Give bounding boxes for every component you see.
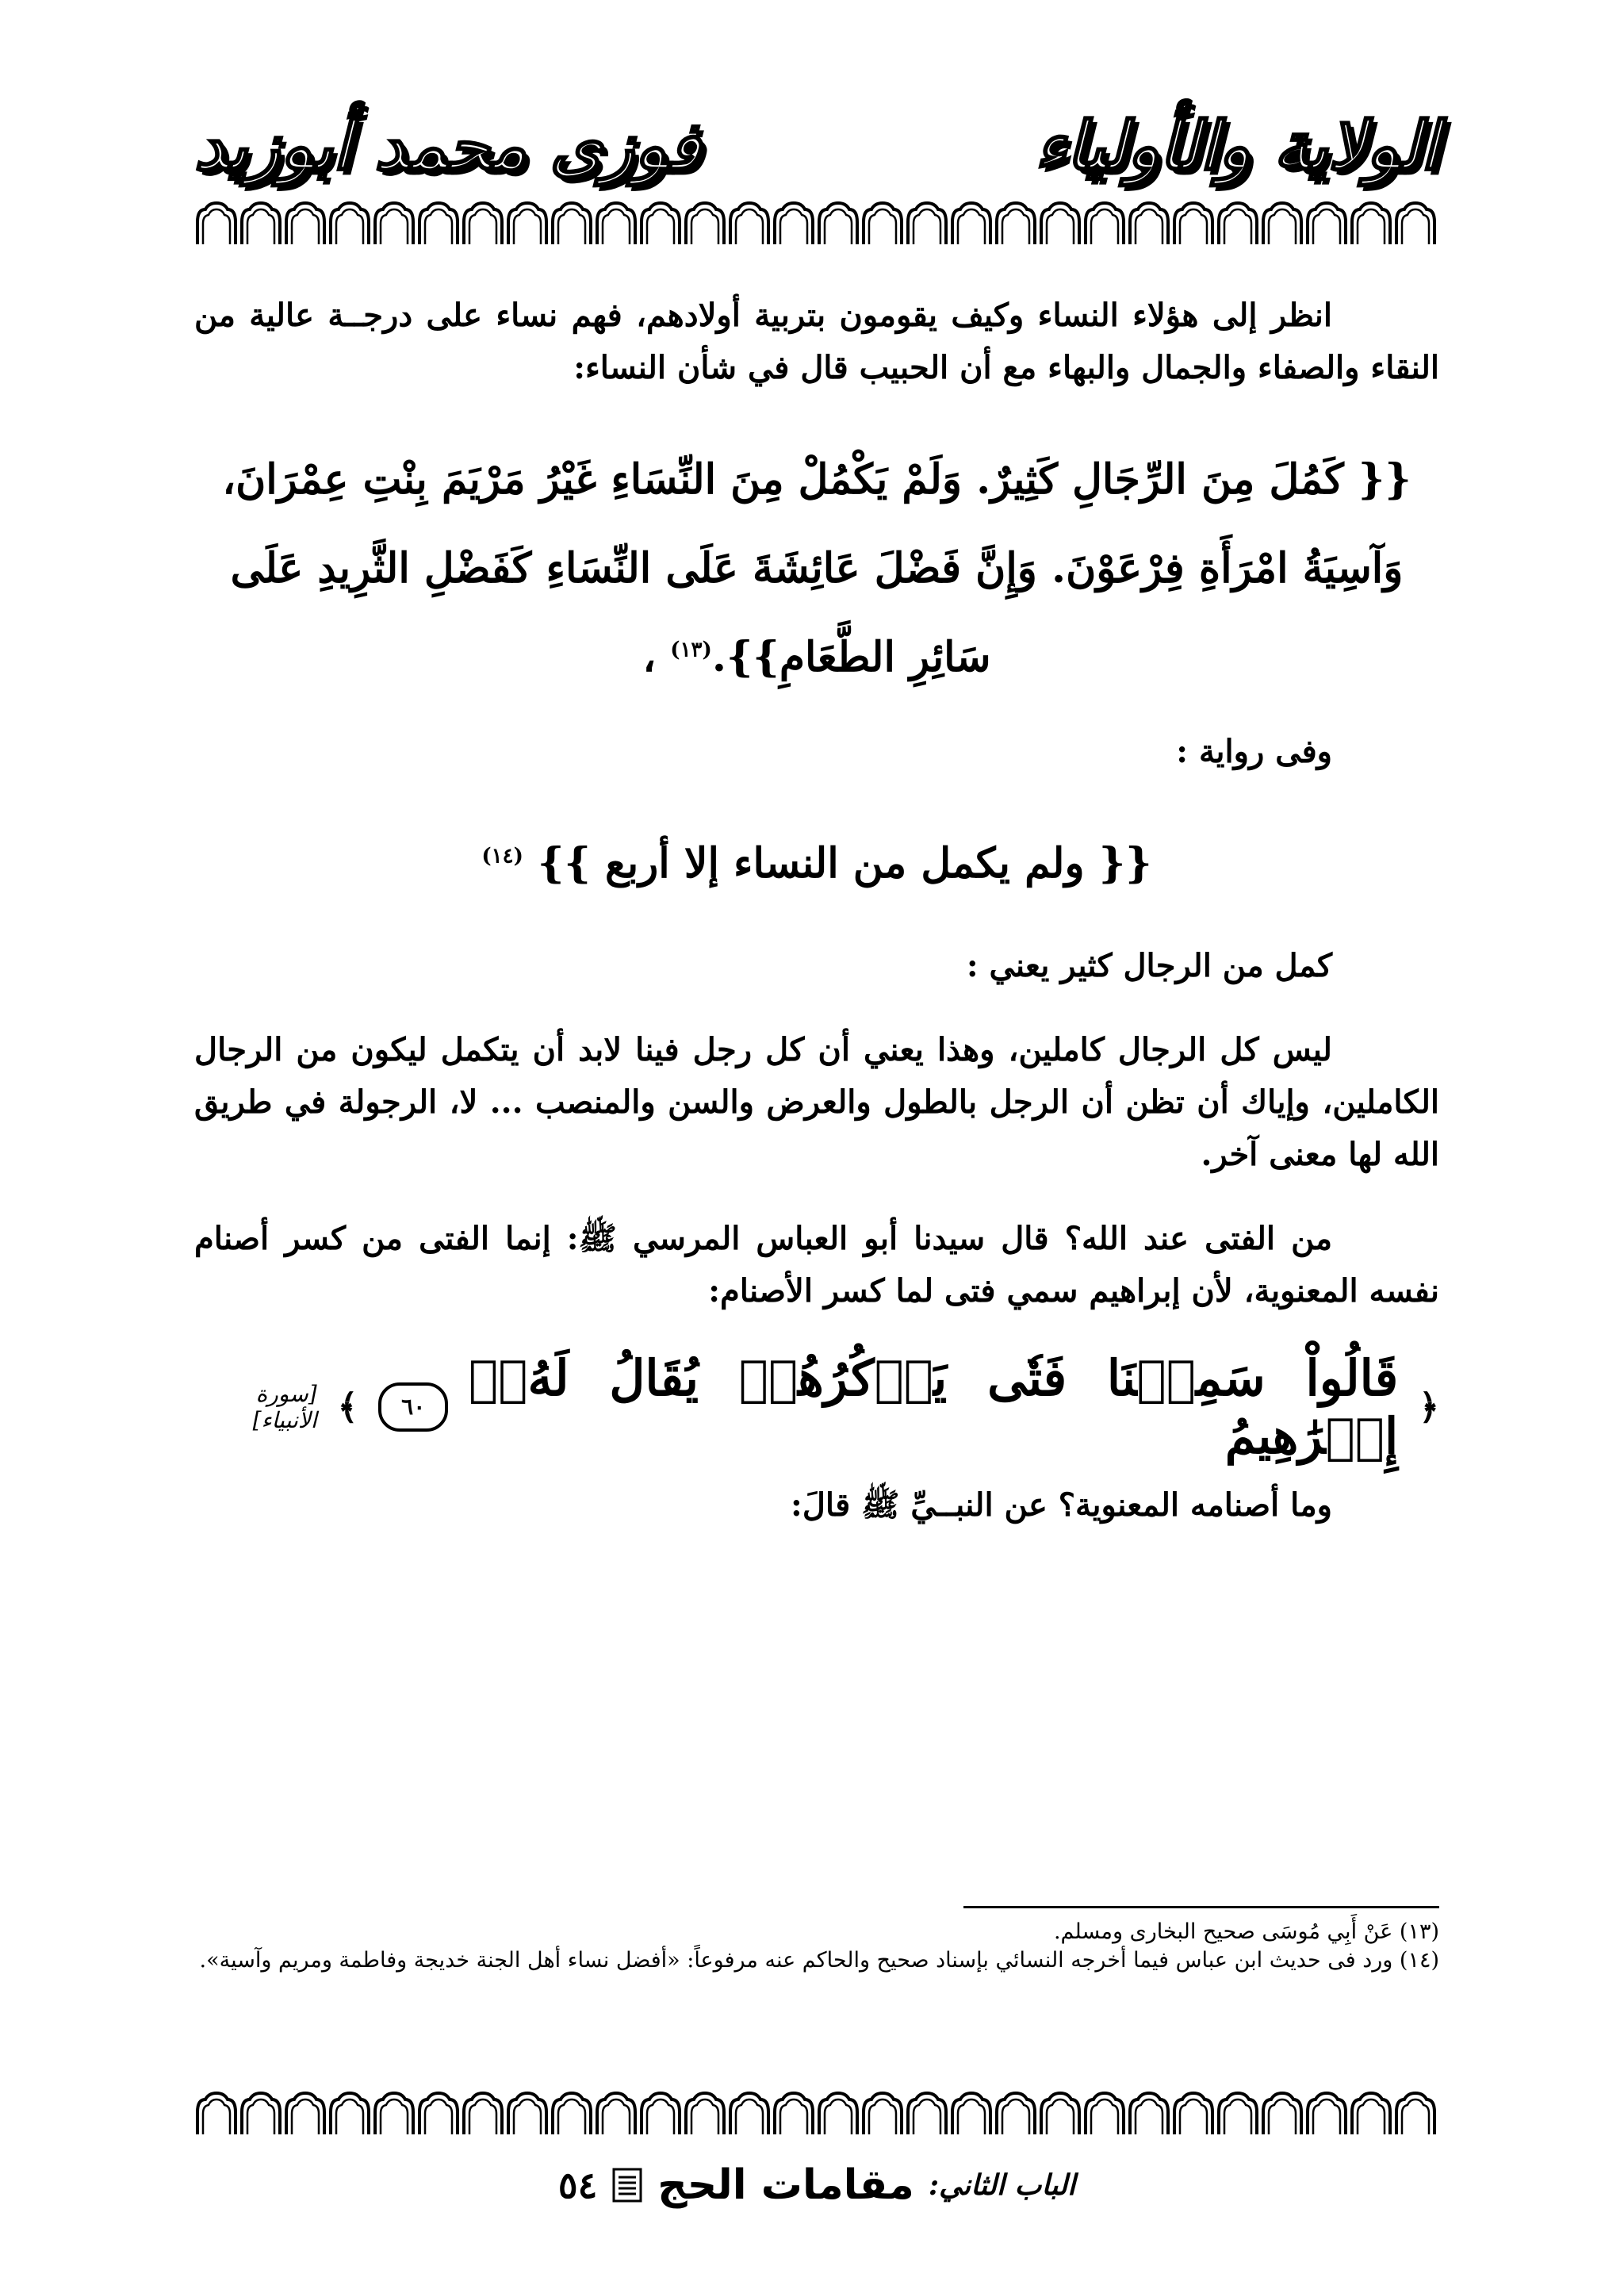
quran-close-bracket: ﴾ — [337, 1386, 358, 1428]
footnote-ref-13[interactable]: (١٣) — [670, 638, 712, 662]
footnote-divider — [963, 1906, 1439, 1908]
quran-verse-text: قَالُواْ سَمِعۡنَا فَتٗى يَذۡكُرُهُمۡ يُقَالُ لَهُۥٓ إِبۡرَٰهِيمُ — [469, 1349, 1399, 1465]
arch-ornament-border-icon — [194, 2090, 1439, 2136]
arch-border-top — [194, 200, 1439, 246]
hadith-1-tail: ، — [642, 633, 671, 681]
explain-heading: كمل من الرجال كثير يعني : — [966, 947, 1332, 984]
footnote-14: (١٤) ورد فى حديث ابن عباس فيما أخرجه النسائي بإسناد صحيح والحاكم عنه مرفوعاً: «أفضل نساء أهل الجنة خديجة وفاطمة ومريم وآسية». — [199, 1948, 1439, 1973]
explain-paragraph: ليس كل الرجال كاملين، وهذا يعني أن كل رجل فينا لابد أن يتكمل ليكون من الرجال الكاملين، وإياك أن تظن أن الرجل بالطول والعرض والسن والمنصب ... لا، الرجولة في طريق الله لها معنى آخر. — [194, 1031, 1439, 1173]
quran-verse — [194, 1349, 1439, 1465]
page-footer — [194, 2149, 1439, 2221]
hadith-1-text: {{ كَمُلَ مِنَ الرِّجَالِ كَثِيرٌ. وَلَمْ يَكْمُلْ مِنَ النِّسَاءِ غَيْرُ مَرْيَمَ بِنْتِ عِمْرَانَ، وَآسِيَةُ امْرَأَةِ فِرْعَوْنَ. وَإِنَّ فَضْلَ عَائِشَةَ عَلَى النِّسَاءِ كَفَضْلِ الثَّرِيدِ عَلَى سَائِرِ الطَّعَامِ}}. — [222, 455, 1411, 681]
hadith-2-text: {{ ولم يكمل من النساء إلا أربع }} — [538, 839, 1152, 888]
fata-paragraph: من الفتى عند الله؟ قال سيدنا أبو العباس المرسي ﷺ: إنما الفتى من كسر أصنام نفسه المعنوية، لأن إبراهيم سمي فتى لما كسر الأصنام: — [194, 1220, 1439, 1309]
footnotes — [194, 1918, 1439, 1975]
hadith-block-2 — [194, 819, 1439, 908]
closing-line: وما أصنامه المعنوية؟ عن النبــيِّ ﷺ قالَ: — [791, 1486, 1332, 1524]
footnote-ref-14[interactable]: (١٤) — [481, 844, 523, 869]
surah-reference: [سورة الأنبياء] — [252, 1381, 317, 1433]
ayah-number-marker: ٦٠ — [378, 1382, 448, 1432]
section-title: مقامات الحج — [657, 2161, 914, 2209]
hadith-block-1 — [194, 435, 1439, 702]
arch-ornament-border-icon — [194, 200, 1439, 246]
main-content — [194, 290, 1439, 1532]
arch-border-bottom — [194, 2090, 1439, 2136]
author-name: فوزى محمد أبوزيد — [194, 105, 701, 185]
intro-paragraph: انظر إلى هؤلاء النساء وكيف يقومون بتربية أولادهم، فهم نساء على درجــة عالية من النقاء والصفاء والجمال والبهاء مع أن الحبيب قال في شأن النساء: — [194, 297, 1439, 386]
book-icon — [611, 2167, 643, 2203]
book-title: الولاية والأولياء — [1035, 105, 1439, 185]
footnote-13: (١٣) عَنْ أَبِي مُوسَى صحيح البخارى ومسلم. — [1053, 1919, 1439, 1944]
page-header — [194, 102, 1439, 189]
chapter-label: الباب الثاني: — [928, 2168, 1076, 2202]
riwaya-intro: وفى رواية : — [1176, 733, 1332, 770]
page-number: ٥٤ — [557, 2164, 598, 2207]
quran-open-bracket: ﴿ — [1419, 1386, 1439, 1428]
